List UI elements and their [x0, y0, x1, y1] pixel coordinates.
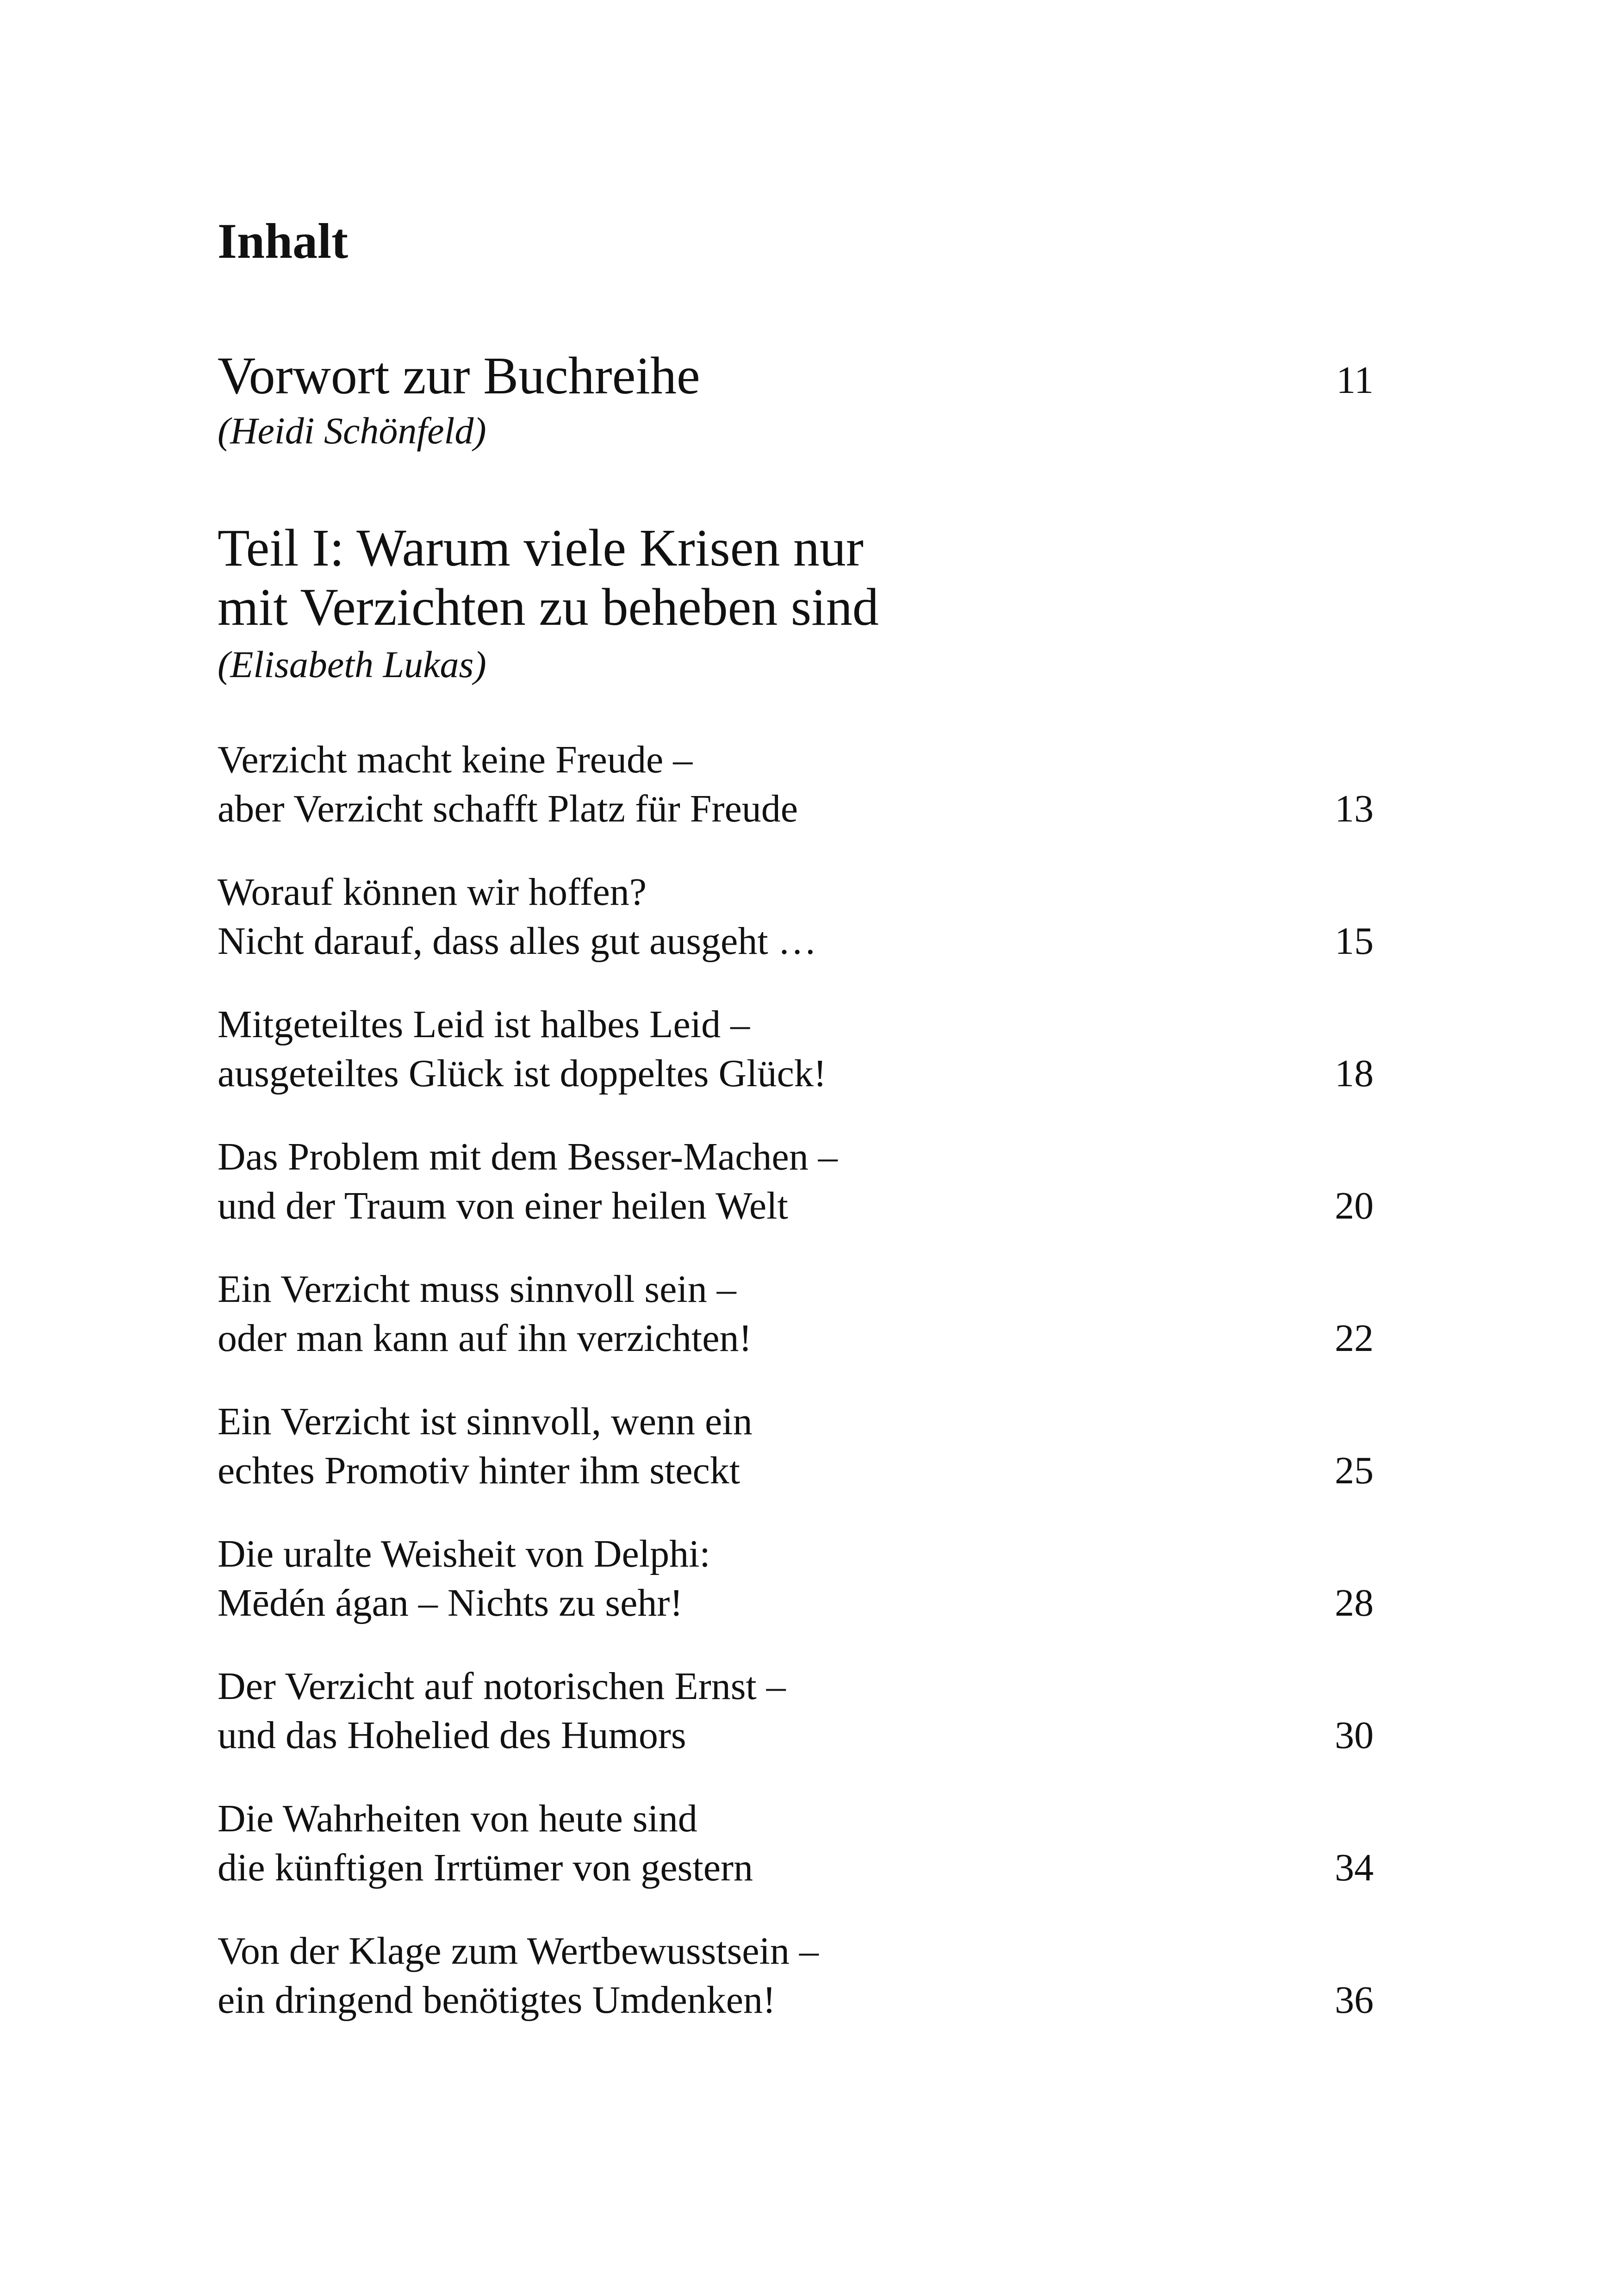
toc-entry-line2: ausgeteiltes Glück ist doppeltes Glück!: [218, 1052, 827, 1095]
toc-entry-page-number: 30: [1335, 1714, 1374, 1757]
part1-title-line1: Teil I: Warum viele Krisen nur: [218, 518, 864, 577]
toc-entry-line2: Mēdén ágan – Nichts zu sehr!: [218, 1581, 683, 1624]
toc-entry-page-number: 22: [1335, 1317, 1374, 1360]
foreword-page-number: 11: [1336, 359, 1374, 402]
part1-author: (Elisabeth Lukas): [218, 643, 486, 685]
toc-entry-page-number: 15: [1335, 920, 1374, 963]
toc-entry-page-number: 34: [1335, 1846, 1374, 1889]
toc-entry-line2: Nicht darauf, dass alles gut ausgeht …: [218, 920, 817, 963]
toc-entry-page-number: 36: [1335, 1979, 1374, 2022]
toc-entry-line1: Das Problem mit dem Besser-Machen –: [218, 1135, 838, 1178]
toc-entry-line2: und der Traum von einer heilen Welt: [218, 1184, 788, 1227]
toc-entry-page-number: 25: [1335, 1449, 1374, 1492]
toc-entry-line1: Die uralte Weisheit von Delphi:: [218, 1532, 710, 1575]
toc-entry-line2: die künftigen Irrtümer von gestern: [218, 1846, 753, 1889]
toc-entry-page-number: 20: [1335, 1184, 1374, 1227]
toc-entry-line1: Der Verzicht auf notorischen Ernst –: [218, 1665, 786, 1708]
toc-entry-line1: Ein Verzicht muss sinnvoll sein –: [218, 1268, 736, 1311]
foreword-title: Vorwort zur Buchreihe: [218, 346, 700, 405]
foreword-author: (Heidi Schönfeld): [218, 410, 486, 452]
toc-entry-line2: echtes Promotiv hinter ihm steckt: [218, 1449, 741, 1492]
toc-entry-page-number: 28: [1335, 1581, 1374, 1624]
toc-entry-line2: ein dringend benötigtes Umdenken!: [218, 1979, 776, 2022]
toc-entry-line2: aber Verzicht schafft Platz für Freude: [218, 787, 798, 830]
toc-entry-line1: Die Wahrheiten von heute sind: [218, 1797, 697, 1840]
toc-entry-line1: Von der Klage zum Wertbewusstsein –: [218, 1929, 819, 1972]
toc-entry-line1: Worauf können wir hoffen?: [218, 871, 647, 914]
toc-heading: Inhalt: [218, 214, 348, 269]
toc-entry-line1: Verzicht macht keine Freude –: [218, 738, 693, 781]
toc-entry-line2: oder man kann auf ihn verzichten!: [218, 1317, 752, 1360]
toc-entry-page-number: 13: [1335, 787, 1374, 830]
toc-entry-line1: Mitgeteiltes Leid ist halbes Leid –: [218, 1003, 750, 1046]
toc-entry-line1: Ein Verzicht ist sinnvoll, wenn ein: [218, 1400, 753, 1443]
toc-entry-page-number: 18: [1335, 1052, 1374, 1095]
part1-title-line2: mit Verzichten zu beheben sind: [218, 578, 879, 636]
toc-entry-line2: und das Hohelied des Humors: [218, 1714, 686, 1757]
